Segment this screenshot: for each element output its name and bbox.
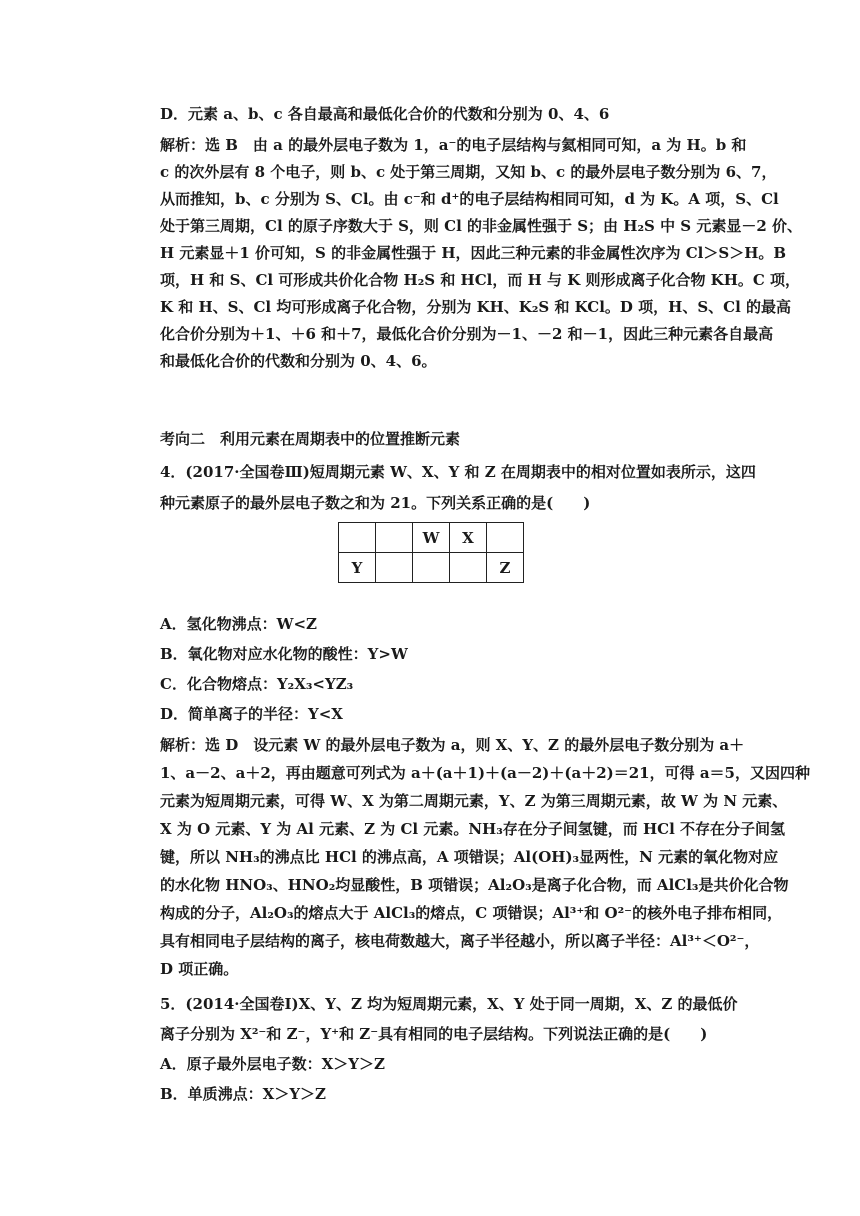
analysis-line: 项，H 和 S、Cl 可形成共价化合物 H₂S 和 HCl，而 H 与 K 则形成离子化合物 KH。C 项， [160,271,801,289]
q4-option-d: D．简单离子的半径：Y<X [160,705,343,723]
table-cell: Y [339,553,376,583]
analysis-line: 处于第三周期，Cl 的原子序数大于 S，则 Cl 的非金属性强于 S；由 H₂S 中 S 元素显－2 价、 [160,217,803,235]
q3-option-d: D．元素 a、b、c 各自最高和最低化合价的代数和分别为 0、4、6 [160,105,610,123]
analysis-line: 解析：选 B 由 a 的最外层电子数为 1，a⁻的电子层结构与氦相同可知，a 为 H。b 和 [160,136,747,154]
q4-stem-line: 4．(2017·全国卷Ⅲ)短周期元素 W、X、Y 和 Z 在周期表中的相对位置如表所示，这四 [160,463,756,481]
table-row [339,553,524,583]
table-cell: X [450,523,487,553]
analysis-line: 键，所以 NH₃的沸点比 HCl 的沸点高，A 项错误；Al(OH)₃显两性，N 元素的氧化物对应 [160,848,779,866]
analysis-line: c 的次外层有 8 个电子，则 b、c 处于第三周期，又知 b、c 的最外层电子数分别为 6、7， [160,163,777,181]
table-cell [339,523,376,553]
q5-stem-line: 5．(2014·全国卷Ⅰ)X、Y、Z 均为短周期元素，X、Y 处于同一周期，X、Z 的最低价 [160,995,738,1013]
q5-option-a: A．原子最外层电子数：X＞Y＞Z [160,1055,385,1073]
table-cell [376,523,413,553]
analysis-line: K 和 H、S、Cl 均可形成离子化合物，分别为 KH、K₂S 和 KCl。D 项，H、S、Cl 的最高 [160,298,792,316]
section-heading: 考向二 利用元素在周期表中的位置推断元素 [160,430,461,448]
table-row [339,523,524,553]
q4-option-c: C．化合物熔点：Y₂X₃<YZ₃ [160,675,354,693]
table-cell [376,553,413,583]
analysis-line: 1、a－2、a＋2，再由题意可列式为 a＋(a＋1)＋(a－2)＋(a＋2)＝21，可得 a＝5，又因四种 [160,764,810,782]
table-cell: Z [487,553,524,583]
table-cell [450,553,487,583]
analysis-line: 和最低化合价的代数和分别为 0、4、6。 [160,352,437,370]
analysis-line: 构成的分子，Al₂O₃的熔点大于 AlCl₃的熔点，C 项错误；Al³⁺和 O²⁻的核外电子排布相同， [160,904,783,922]
analysis-line: X 为 O 元素、Y 为 Al 元素、Z 为 Cl 元素。NH₃存在分子间氢键，而 HCl 不存在分子间氢 [160,820,786,838]
analysis-line: 从而推知，b、c 分别为 S、Cl。由 c⁻和 d⁺的电子层结构相同可知，d 为 K。A 项，S、Cl [160,190,779,208]
analysis-line: 化合价分别为＋1、＋6 和＋7，最低化合价分别为－1、－2 和－1，因此三种元素各自最高 [160,325,774,343]
analysis-line: 具有相同电子层结构的离子，核电荷数越大，离子半径越小，所以离子半径：Al³⁺＜O²⁻， [160,932,760,950]
analysis-line: 解析：选 D 设元素 W 的最外层电子数为 a，则 X、Y、Z 的最外层电子数分别为 a＋ [160,736,745,754]
table-cell: W [413,523,450,553]
q4-option-a: A．氢化物沸点：W<Z [160,615,318,633]
analysis-line: D 项正确。 [160,960,239,978]
q4-stem-line: 种元素原子的最外层电子数之和为 21。下列关系正确的是( ) [160,494,591,512]
q5-option-b: B．单质沸点：X＞Y＞Z [160,1085,326,1103]
q4-option-b: B．氧化物对应水化物的酸性：Y>W [160,645,408,663]
analysis-line: 元素为短周期元素，可得 W、X 为第二周期元素，Y、Z 为第三周期元素，故 W 为 N 元素、 [160,792,788,810]
table-cell [487,523,524,553]
q5-stem-line: 离子分别为 X²⁻和 Z⁻，Y⁺和 Z⁻具有相同的电子层结构。下列说法正确的是( ) [160,1025,708,1043]
analysis-line: H 元素显＋1 价可知，S 的非金属性强于 H，因此三种元素的非金属性次序为 Cl＞S＞H。B [160,244,787,262]
table-cell [413,553,450,583]
periodic-position-table [338,522,524,583]
analysis-line: 的水化物 HNO₃、HNO₂均显酸性，B 项错误；Al₂O₃是离子化合物，而 AlCl₃是共价化合物 [160,876,789,894]
